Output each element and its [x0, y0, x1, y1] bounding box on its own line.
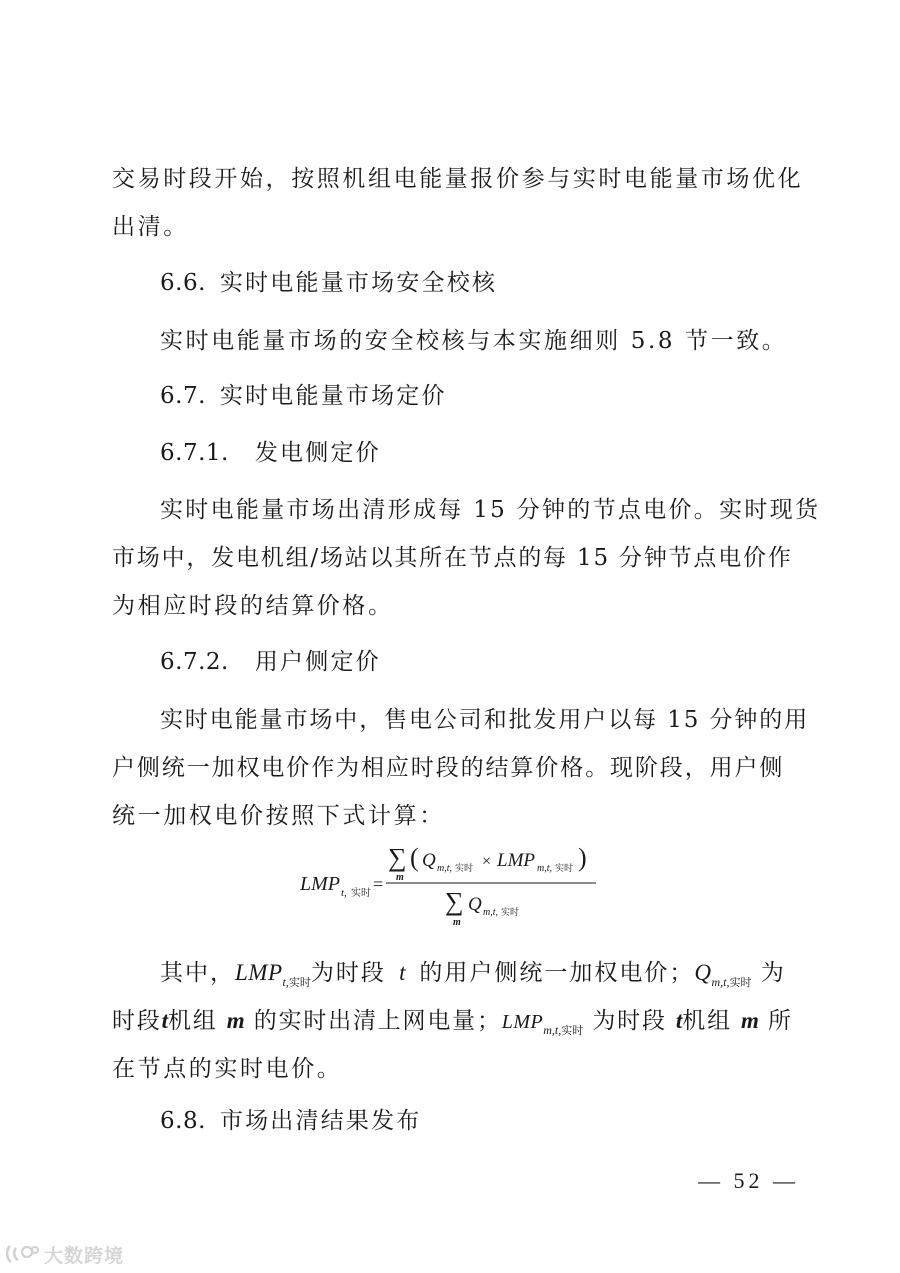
- math-lmp: LMP: [235, 960, 283, 985]
- paragraph-line: 实时电能量市场中，售电公司和批发用户以每 15 分钟的用: [160, 707, 810, 733]
- paragraph-line: 在节点的实时电价。: [112, 1056, 343, 1082]
- text-run: 为时段: [592, 1008, 667, 1034]
- formula-q: Q: [422, 850, 436, 871]
- paragraph-line: 市场中，发电机组/场站以其所在节点的每 15 分钟节点电价作: [112, 545, 793, 571]
- sum-index: m: [453, 917, 461, 928]
- paragraph-line: 实时电能量市场出清形成每 15 分钟的节点电价。实时现货: [160, 497, 821, 523]
- section-title: 市场出清结果发布: [219, 1108, 422, 1134]
- formula-q-sub-cn: 实时: [455, 864, 474, 874]
- sum-symbol: ∑: [445, 887, 464, 916]
- section-title: 发电侧定价: [254, 440, 381, 466]
- math-q: Q: [694, 960, 712, 985]
- math-sub: m,t,实时: [543, 1023, 584, 1037]
- text-run: 为: [760, 960, 786, 986]
- watermark-text: 大数跨境: [44, 1244, 125, 1267]
- paragraph-line: [112, 1006, 793, 1040]
- formula-lmp-sub-cn: 实时: [555, 864, 574, 874]
- close-paren: ): [578, 843, 587, 872]
- watermark-logo-icon: [4, 1242, 40, 1266]
- text-run: 的实时出清上网电量；: [253, 1008, 502, 1034]
- formula-equals: =: [373, 874, 384, 894]
- formula-lmp: LMP: [497, 850, 535, 871]
- open-paren: (: [410, 843, 419, 872]
- formula-q-sub: m,t,: [483, 907, 498, 918]
- paragraph-line: 统一加权电价按照下式计算：: [112, 803, 445, 829]
- paragraph-line: 交易时段开始，按照机组电能量报价参与实时电能量市场优化: [112, 166, 804, 192]
- math-sub: t,实时: [282, 975, 311, 989]
- formula-q-sub: m,t,: [437, 863, 452, 874]
- text-run: 其中，: [160, 960, 235, 986]
- paragraph-line: 户侧统一加权电价作为相应时段的结算价格。现阶段，用户侧: [112, 755, 785, 781]
- section-title: 用户侧定价: [254, 649, 381, 675]
- section-number: 6.6.: [160, 270, 206, 296]
- section-heading-6-7-1: [160, 438, 381, 468]
- paragraph-line: [160, 958, 786, 992]
- times-sign: ×: [482, 853, 492, 870]
- math-m: m: [741, 1008, 759, 1033]
- text-run: 时段: [112, 1008, 162, 1034]
- formula-lhs-sub: t,: [341, 887, 347, 899]
- text-run: 机组: [682, 1008, 732, 1034]
- text-run: 机组: [168, 1008, 218, 1034]
- page-number: — 52 —: [698, 1168, 799, 1193]
- formula-lhs-sub-cn: 实时: [351, 888, 371, 899]
- math-m: m: [226, 1008, 245, 1033]
- section-heading-6-8: [160, 1106, 422, 1136]
- section-heading-6-7-2: [160, 647, 381, 677]
- paragraph-line: 实时电能量市场的安全校核与本实施细则 5.8 节一致。: [160, 328, 788, 354]
- formula-q-sub-cn: 实时: [501, 908, 520, 918]
- sum-index: m: [396, 872, 404, 883]
- text-run: 的用户侧统一加权电价；: [419, 960, 695, 986]
- math-lmp: LMP: [501, 1011, 544, 1033]
- section-title: 实时电能量市场安全校核: [219, 270, 498, 296]
- formula-lhs: LMP: [300, 873, 340, 895]
- formula-lmp-sub: m,t,: [537, 863, 552, 874]
- weighted-price-formula: [300, 838, 610, 930]
- section-number: 6.8.: [160, 1108, 206, 1134]
- text-run: 为时段: [310, 960, 386, 986]
- section-number: 6.7.: [160, 383, 206, 409]
- paragraph-line: 为相应时段的结算价格。: [112, 593, 394, 619]
- section-heading-6-7: [160, 381, 447, 411]
- paragraph-line: 出清。: [112, 214, 189, 240]
- section-number: 6.7.2.: [160, 649, 229, 675]
- math-sub: m,t,实时: [711, 975, 752, 989]
- section-number: 6.7.1.: [160, 440, 229, 466]
- watermark: [4, 1241, 124, 1267]
- formula-q: Q: [468, 894, 482, 915]
- text-run: 所: [768, 1008, 793, 1034]
- math-t: t: [161, 1008, 168, 1033]
- math-t: t: [399, 960, 407, 985]
- section-heading-6-6: [160, 268, 497, 298]
- math-t: t: [675, 1008, 683, 1033]
- section-title: 实时电能量市场定价: [219, 383, 447, 409]
- sum-symbol: ∑: [388, 843, 407, 872]
